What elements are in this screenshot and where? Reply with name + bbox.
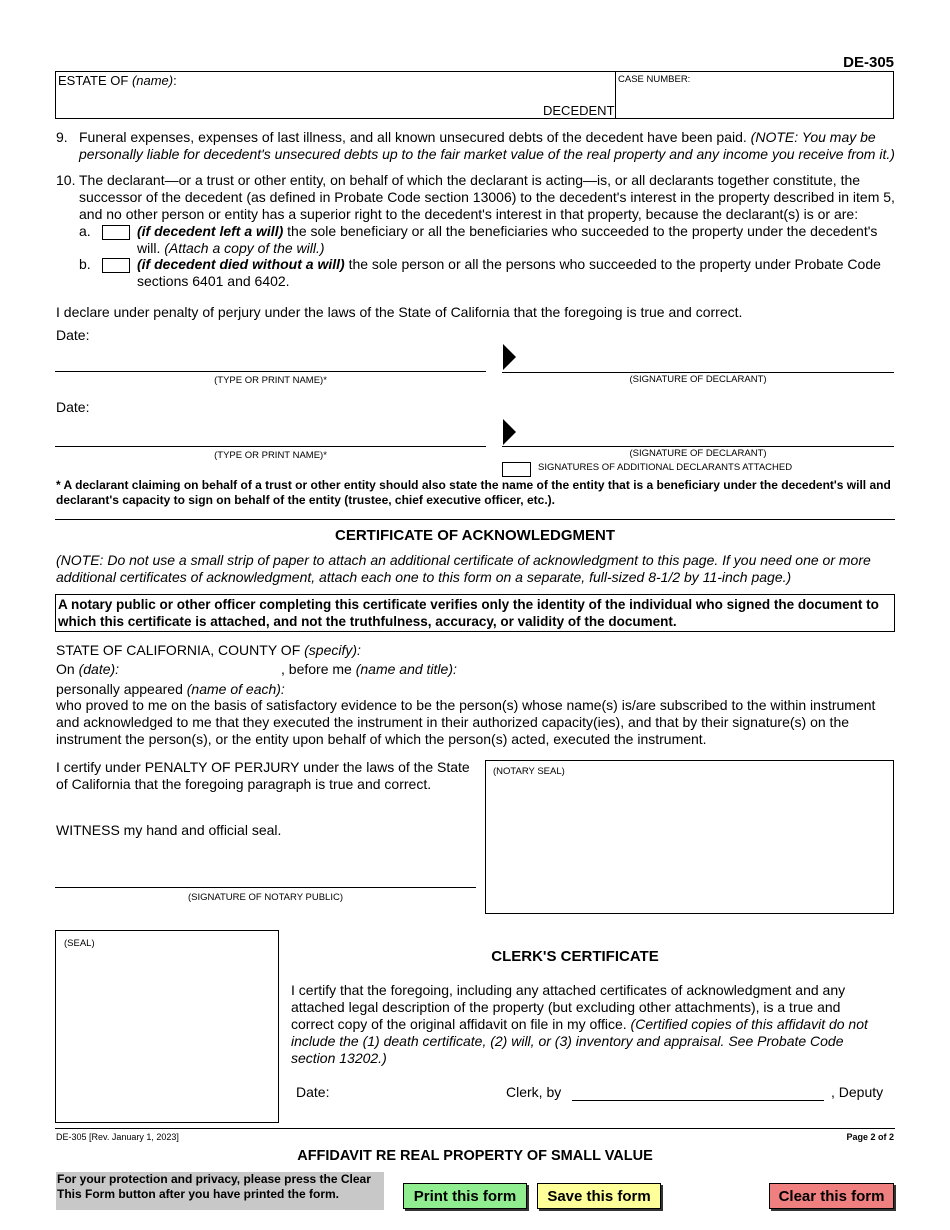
signature-label-1: (SIGNATURE OF DECLARANT): [629, 374, 767, 385]
additional-declarants-checkbox[interactable]: [502, 462, 531, 477]
clerk-by-label: Clerk, by: [506, 1084, 562, 1100]
item10b-bold: (if decedent died without a will): [137, 256, 345, 272]
footer-divider: [55, 1128, 895, 1129]
decedent-label: DECEDENT: [543, 103, 615, 118]
on-label: On: [56, 661, 75, 677]
caption-box: [55, 71, 894, 119]
type-name-label-2: (TYPE OR PRINT NAME)*: [214, 450, 327, 461]
clerk-text: [291, 982, 881, 1067]
state-county-line: [56, 642, 361, 659]
item10b-letter: b.: [79, 256, 91, 272]
certify-text: I certify under PENALTY OF PERJURY under the laws of the State of California that the foregoing paragraph is true and correct.: [56, 759, 470, 792]
item9-main: Funeral expenses, expenses of last illness, and all known unsecured debts of the decedent have been paid.: [79, 129, 747, 145]
case-number-label: CASE NUMBER:: [618, 74, 691, 85]
clerk-by-line[interactable]: [572, 1100, 824, 1101]
declaration-text: I declare under penalty of perjury under the laws of the State of California that the foregoing is true and correct.: [56, 304, 743, 320]
name-title-hint: (name and title):: [355, 661, 457, 677]
notary-disclaimer-text: A notary public or other officer completing this certificate verifies only the identity of the individual who signed the document to which this certificate is attached, and not the truthfulness, accuracy, or validity of the document.: [58, 597, 879, 629]
notary-disclaimer-box: [55, 594, 895, 632]
revision-label: DE-305 [Rev. January 1, 2023]: [56, 1132, 179, 1142]
signature-line-1[interactable]: [502, 372, 894, 373]
estate-of-label: ESTATE OF (name):: [58, 73, 177, 88]
clerk-italic: (Certified copies of this affidavit do not include the (1) death certificate, (2) will, or (3) inventory and appraisal. See Probate Code section 13202.): [291, 1016, 868, 1066]
clerk-seal-label: (SEAL): [64, 938, 95, 949]
signature-line-2[interactable]: [502, 446, 894, 447]
deputy-label: , Deputy: [831, 1084, 884, 1100]
page-number: Page 2 of 2: [846, 1132, 894, 1142]
item10a-checkbox[interactable]: [102, 225, 130, 240]
item10-number: 10.: [56, 172, 76, 188]
name-line-1[interactable]: [55, 371, 486, 372]
state-label: STATE OF CALIFORNIA, COUNTY OF: [56, 642, 301, 658]
item10b-main: the sole person or all the persons who succeeded to the property under Probate Code sections 6401 and 6402.: [137, 256, 881, 289]
item9-number: 9.: [56, 129, 68, 145]
form-id: DE-305: [843, 54, 894, 71]
notary-seal-box: [485, 760, 894, 914]
on-date-label: [56, 661, 119, 678]
print-button[interactable]: Print this form: [403, 1183, 527, 1209]
privacy-notice: [56, 1172, 384, 1210]
before-me-text: , before me: [281, 661, 352, 677]
state-hint: (specify):: [304, 642, 361, 658]
item10-text: The declarant—or a trust or other entity, on behalf of which the declarant is acting—is, or all declarants together constitute, the successor of the decedent (as defined in Probate Code section 13006) to the decedent's interest in the property described in item 5, and no other person or entity has a superior right to the decedent's interest in that property, because the declarant(s) is or are:: [79, 172, 895, 222]
item9-text: [79, 129, 899, 163]
clear-button[interactable]: Clear this form: [769, 1183, 894, 1209]
item10a-main: the sole beneficiary or all the beneficiaries who succeeded to the property under the decedent's will.: [137, 223, 878, 256]
acknowledgment-title: CERTIFICATE OF ACKNOWLEDGMENT: [335, 527, 615, 544]
date-label-1: Date:: [56, 327, 90, 343]
witness-text: WITNESS my hand and official seal.: [56, 822, 282, 838]
item10b-text: [137, 256, 899, 290]
save-button[interactable]: Save this form: [537, 1183, 661, 1209]
clerk-title: CLERK'S CERTIFICATE: [491, 948, 659, 965]
privacy-notice-text: For your protection and privacy, please press the Clear This Form button after you have printed the form.: [57, 1172, 371, 1201]
item10b-checkbox[interactable]: [102, 258, 130, 273]
additional-declarants-label: SIGNATURES OF ADDITIONAL DECLARANTS ATTACHED: [538, 462, 793, 473]
before-me-label: [281, 661, 457, 678]
clerk-date-label: Date:: [296, 1084, 330, 1100]
clerk-main: I certify that the foregoing, including any attached certificates of acknowledgment and any attached legal description of the property (but excluding other attachments), is a true and correct copy of the original affidavit on file in my office.: [291, 982, 846, 1032]
notary-signature-line[interactable]: [55, 887, 476, 888]
item10a-letter: a.: [79, 223, 91, 239]
personally-appeared-label: [56, 681, 285, 698]
on-date-hint: (date):: [78, 661, 120, 677]
item10a-text: [137, 223, 899, 257]
estate-name-hint: (name): [131, 73, 174, 88]
acknowledgment-note: (NOTE: Do not use a small strip of paper to attach an additional certificate of acknowledgment to this page. If you need one or more additional certificates of acknowledgment, attach each one to this form on a separate, full-sized 8-1/2 by 11-inch page.): [56, 552, 871, 585]
signature-arrow-icon: [503, 344, 516, 370]
notary-seal-label: (NOTARY SEAL): [493, 766, 565, 777]
signature-label-2: (SIGNATURE OF DECLARANT): [629, 448, 767, 459]
type-name-label-1: (TYPE OR PRINT NAME)*: [214, 375, 327, 386]
name-each-hint: (name of each):: [186, 681, 285, 697]
estate-name-field[interactable]: [58, 88, 603, 116]
notary-signature-label: (SIGNATURE OF NOTARY PUBLIC): [187, 892, 343, 903]
estate-of-text: ESTATE OF: [58, 73, 129, 88]
clerk-seal-box: [55, 930, 279, 1123]
declarant-footnote: * A declarant claiming on behalf of a trust or other entity should also state the name of the entity that is a beneficiary under the decedent's will and declarant's capacity to sign on behalf of the entity (trustee, chief executive officer, etc.).: [56, 478, 891, 507]
section-divider: [55, 519, 895, 520]
form-title: AFFIDAVIT RE REAL PROPERTY OF SMALL VALUE: [297, 1148, 653, 1164]
item9-note: (NOTE: You may be personally liable for decedent's unsecured debts up to the fair market value of the real property and any income you receive from it.): [79, 129, 895, 162]
proved-text: who proved to me on the basis of satisfactory evidence to be the person(s) whose name(s) is/are subscribed to the within instrument and acknowledged to me that they executed the instrument in their authorized capacity(ies), and that by their signature(s) on the instrument the person(s), or the entity upon behalf of which the person(s) acted, executed the instrument.: [56, 697, 876, 747]
case-number-field[interactable]: [618, 86, 890, 116]
caption-divider: [615, 72, 616, 118]
item10a-italic: (Attach a copy of the will.): [164, 240, 325, 256]
signature-arrow-icon: [503, 419, 516, 445]
personally-text: personally appeared: [56, 681, 183, 697]
date-label-2: Date:: [56, 399, 90, 415]
name-line-2[interactable]: [55, 446, 486, 447]
item10a-bold: (if decedent left a will): [137, 223, 284, 239]
